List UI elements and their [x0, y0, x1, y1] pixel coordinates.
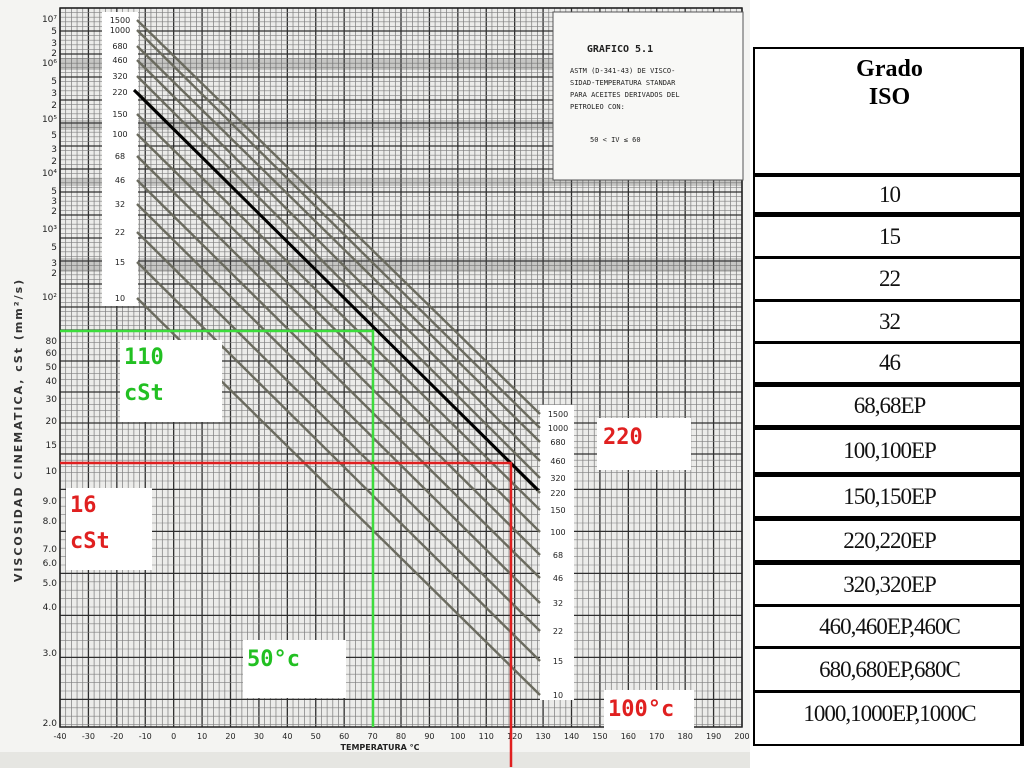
info-box-title: GRAFICO 5.1: [586, 44, 654, 55]
y-tick-label: 2: [51, 101, 57, 111]
right-grade-label: 15: [552, 657, 564, 666]
green-temperature-label: 50°c: [243, 640, 346, 698]
x-tick-label: 90: [424, 732, 435, 741]
green-viscosity-unit: cSt: [124, 381, 164, 406]
table-row-grade: 320,320EP: [755, 565, 1024, 607]
right-grade-label: 32: [552, 599, 564, 608]
red-temperature-label: 100°c: [604, 690, 694, 730]
y-tick-label: 5: [51, 243, 57, 253]
right-grade-label: 1000: [547, 424, 569, 433]
red-viscosity-unit: cSt: [70, 529, 110, 554]
top-grade-label: 1500: [109, 16, 131, 25]
y-tick-label: 10⁴: [41, 169, 57, 179]
top-grade-label: 15: [114, 258, 126, 267]
y-tick-label: 10: [45, 467, 57, 477]
x-tick-label: -30: [81, 732, 95, 741]
y-tick-label: 10⁵: [41, 115, 57, 125]
x-tick-label: 50: [310, 732, 321, 741]
x-tick-label: 110: [478, 732, 494, 741]
y-tick-label: 40: [45, 377, 57, 387]
top-grade-label: 10: [114, 294, 126, 303]
y-tick-label: 5: [51, 131, 57, 141]
x-tick-label: 170: [649, 732, 665, 741]
table-header-label: Grado ISO: [856, 56, 923, 110]
y-tick-label: 10⁷: [41, 15, 57, 25]
table-row-grade: 32: [755, 302, 1024, 344]
top-grade-label: 150: [112, 110, 128, 119]
y-tick-label: 2: [51, 269, 57, 279]
y-tick-label: 30: [45, 395, 57, 405]
top-grade-label: 320: [112, 72, 128, 81]
y-tick-label: 2.0: [42, 719, 57, 729]
info-box-note-line: SIDAD-TEMPERATURA STANDAR: [570, 79, 676, 87]
right-grade-label: 680: [550, 438, 566, 447]
green-viscosity-label: [120, 340, 222, 422]
top-grade-label: 1000: [109, 26, 131, 35]
x-tick-label: 130: [535, 732, 551, 741]
x-tick-label: 70: [367, 732, 378, 741]
right-grade-label: 22: [552, 627, 564, 636]
top-grade-label: 460: [112, 56, 128, 65]
bottom-margin: [0, 752, 750, 768]
y-tick-label: 2: [51, 157, 57, 167]
x-tick-label: 20: [225, 732, 236, 741]
x-tick-label: 60: [339, 732, 350, 741]
table-row-grade: 15: [755, 217, 1024, 259]
y-tick-label: 5: [51, 187, 57, 197]
right-grade-label: 68: [552, 551, 564, 560]
top-grade-label: 22: [114, 228, 126, 237]
x-tick-label: 100: [450, 732, 466, 741]
table-header: [755, 49, 1024, 177]
table-row-grade: 150,150EP: [755, 477, 1024, 521]
y-tick-label: 7.0: [42, 545, 57, 555]
right-grade-label: 320: [550, 474, 566, 483]
y-tick-label: 50: [45, 363, 57, 373]
x-tick-label: 140: [563, 732, 580, 741]
x-tick-label: 150: [592, 732, 608, 741]
x-tick-label: -10: [138, 732, 152, 741]
x-tick-label: 10: [196, 732, 208, 741]
info-box-note-line: PARA ACEITES DERIVADOS DEL: [570, 91, 680, 99]
info-box-note-line: 50 < IV ≤ 60: [590, 136, 641, 144]
y-tick-label: 5: [51, 77, 57, 87]
table-row-grade: 220,220EP: [755, 521, 1024, 565]
right-grade-label: 150: [550, 506, 566, 515]
y-tick-label: 2: [51, 207, 57, 217]
y-axis-title: VISCOSIDAD CINEMATICA, cSt (mm²/s): [12, 277, 25, 583]
right-grade-label: 1500: [547, 410, 569, 419]
right-grade-label: 46: [552, 574, 564, 583]
x-tick-label: 120: [507, 732, 523, 741]
y-tick-label: 20: [45, 417, 57, 427]
right-grade-label: 460: [550, 457, 566, 466]
info-box-note-line: ASTM (D-341-43) DE VISCO-: [570, 67, 676, 75]
x-axis-title: TEMPERATURA °C: [340, 743, 420, 752]
red-viscosity-label: [66, 488, 152, 570]
iso-grade-table: [753, 47, 1024, 746]
y-tick-label: 10²: [41, 293, 57, 303]
y-tick-label: 6.0: [42, 559, 57, 569]
top-grade-label: 32: [114, 200, 126, 209]
table-row-grade: 100,100EP: [755, 430, 1024, 477]
y-tick-label: 5.0: [42, 579, 57, 589]
red-viscosity-value: 16: [70, 493, 97, 518]
y-tick-label: 4.0: [42, 603, 57, 613]
table-body: [755, 177, 1024, 734]
table-row-grade: 22: [755, 259, 1024, 302]
x-tick-label: 80: [395, 732, 407, 741]
table-row-grade: 460,460EP,460C: [755, 607, 1024, 649]
y-tick-label: 9.0: [42, 497, 57, 507]
table-row-grade: 68,68EP: [755, 387, 1024, 430]
x-tick-label: -20: [110, 732, 124, 741]
y-tick-label: 3.0: [42, 649, 57, 659]
table-row-grade: 680,680EP,680C: [755, 649, 1024, 693]
y-tick-label: 3: [51, 89, 57, 99]
green-viscosity-value: 110: [124, 345, 164, 370]
top-grade-label: 100: [112, 130, 128, 139]
y-tick-label: 8.0: [42, 517, 57, 527]
y-tick-label: 3: [51, 39, 57, 49]
x-tick-label: 0: [171, 732, 177, 741]
grid-band: [60, 258, 742, 272]
y-tick-label: 3: [51, 259, 57, 269]
y-tick-label: 3: [51, 145, 57, 155]
x-tick-label: 40: [282, 732, 293, 741]
top-grade-label: 68: [114, 152, 126, 161]
table-row-grade: 10: [755, 177, 1024, 217]
y-tick-label: 5: [51, 27, 57, 37]
y-tick-label: 60: [45, 349, 57, 359]
y-tick-label: 3: [51, 197, 57, 207]
table-row-grade: 46: [755, 344, 1024, 387]
x-tick-label: -40: [53, 732, 67, 741]
y-tick-label: 80: [45, 337, 57, 347]
y-tick-label: 2: [51, 49, 57, 59]
x-tick-label: 180: [677, 732, 693, 741]
right-grade-label: 10: [552, 691, 564, 700]
top-grade-label: 680: [112, 42, 128, 51]
table-row-grade: 1000,1000EP,1000C: [803, 700, 976, 726]
right-grade-label: 220: [550, 489, 566, 498]
right-grade-label: 100: [550, 528, 566, 537]
x-tick-label: 160: [620, 732, 636, 741]
grade-marker-label: 220: [597, 418, 691, 470]
table-right-border: [1020, 49, 1024, 744]
y-tick-label: 10³: [41, 225, 57, 235]
info-box-note-line: PETROLEO CON:: [570, 103, 625, 111]
y-tick-label: 10⁶: [41, 59, 57, 69]
top-grade-label: 220: [112, 88, 128, 97]
top-grade-label: 46: [114, 176, 126, 185]
y-tick-label: 15: [45, 441, 57, 451]
x-tick-label: 190: [705, 732, 722, 741]
x-tick-label: 200: [734, 732, 750, 741]
x-tick-label: 30: [253, 732, 265, 741]
